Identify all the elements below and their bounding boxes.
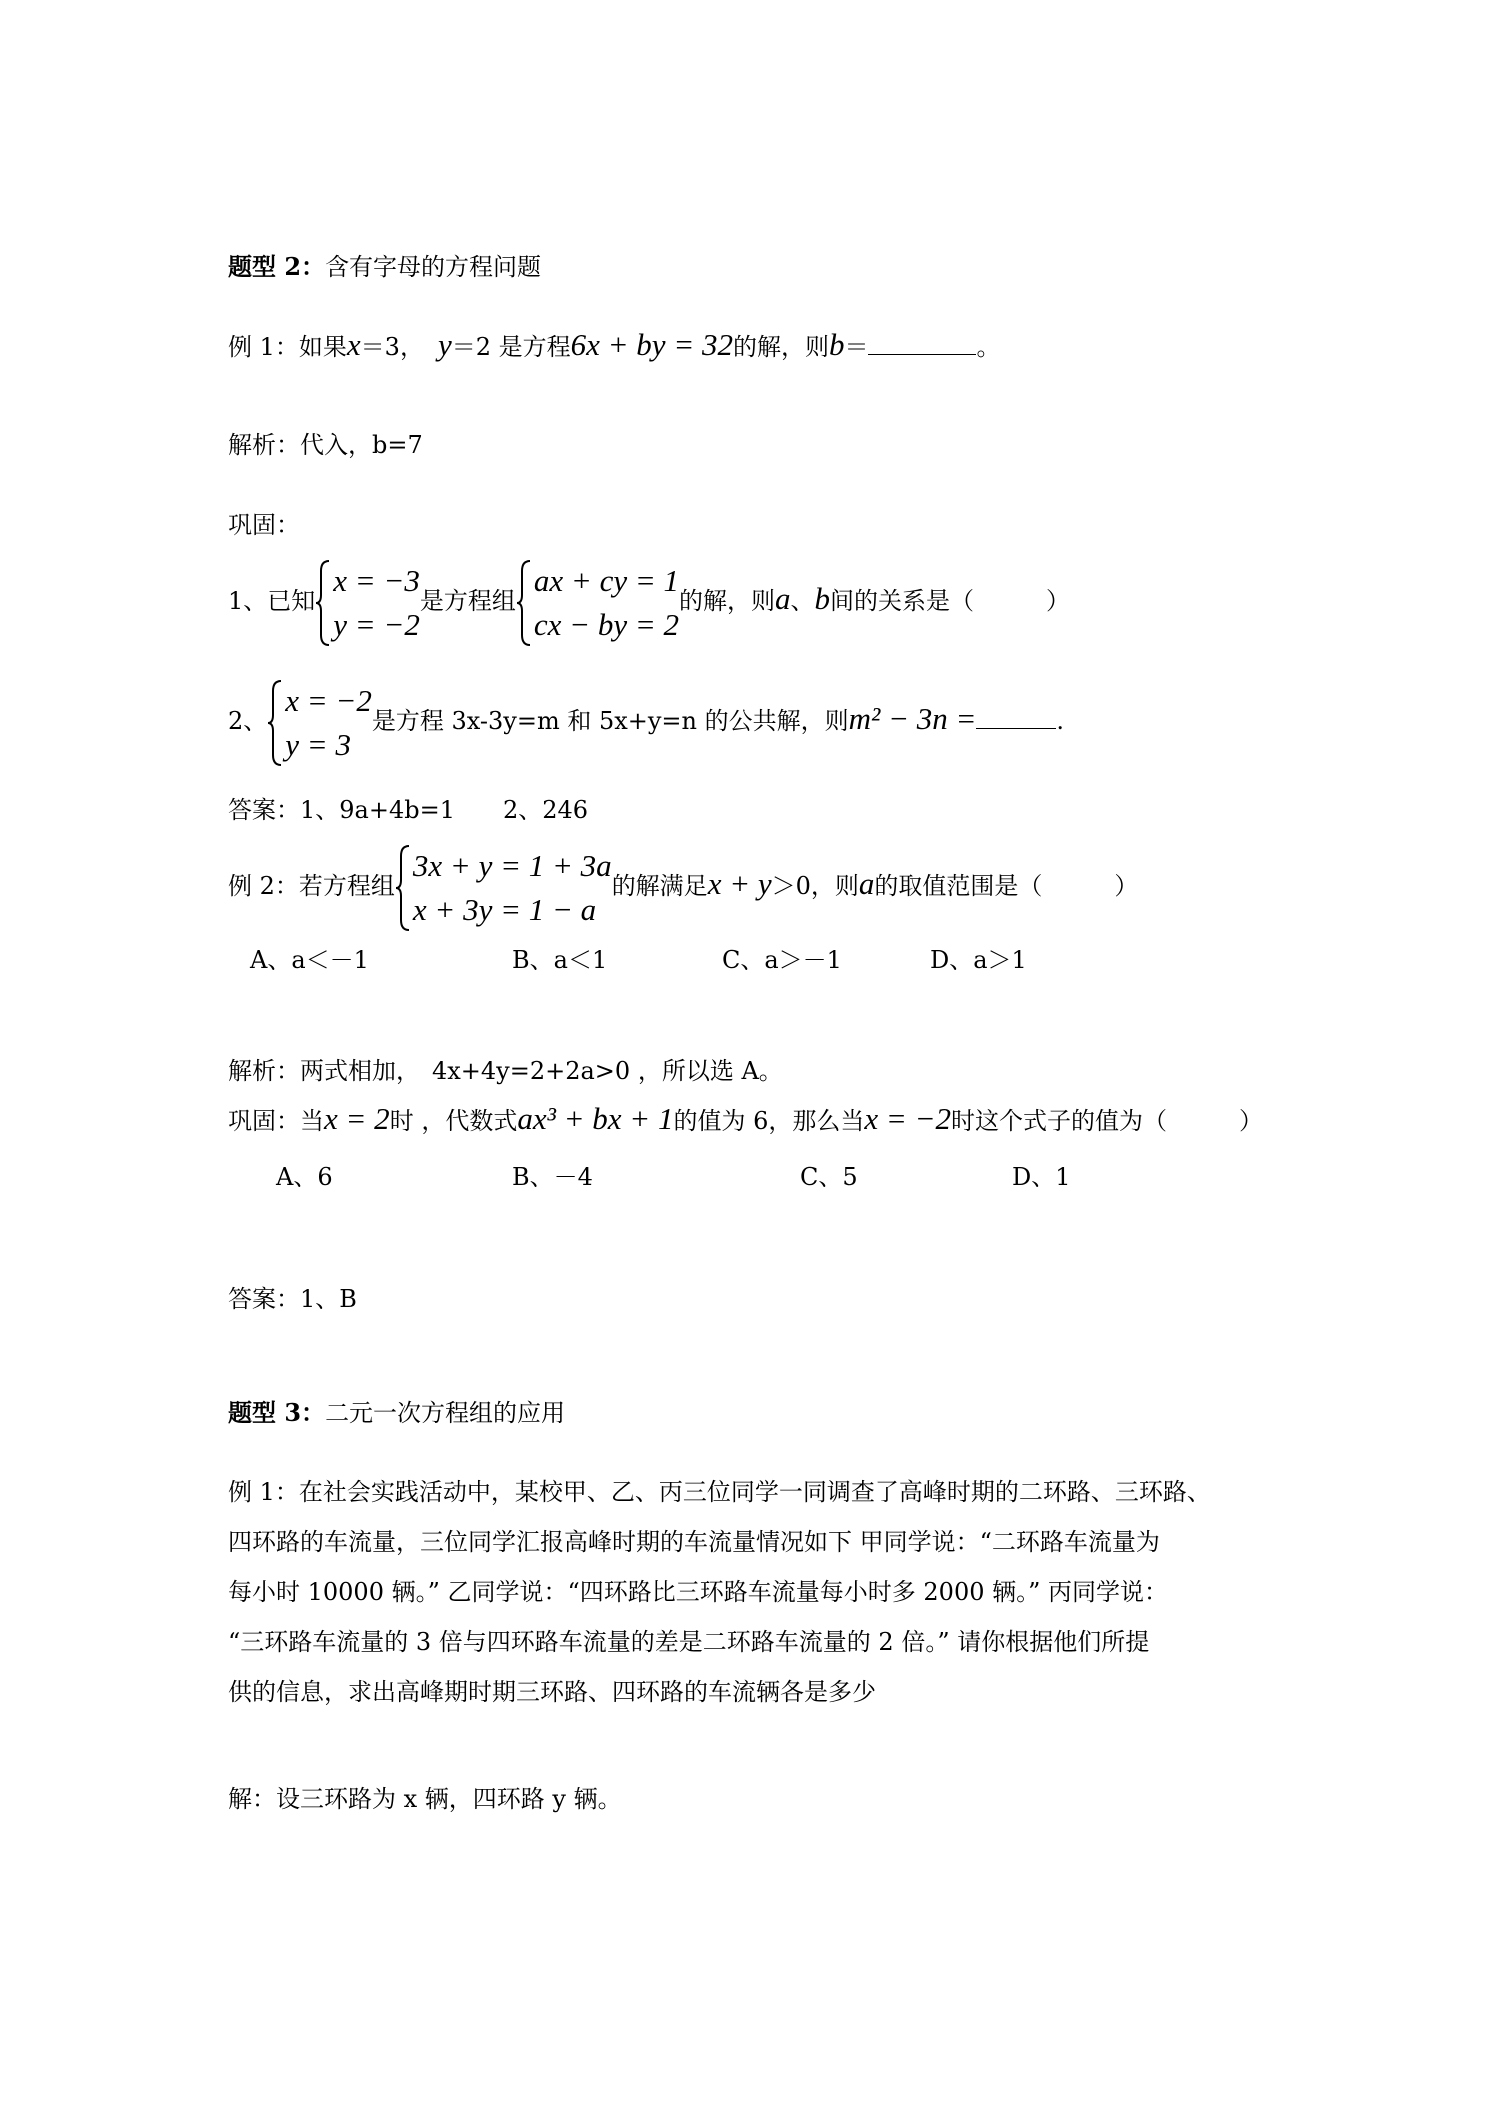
var-b: b <box>828 327 845 362</box>
q2-end: . <box>1056 707 1065 735</box>
answer-blank <box>976 706 1056 729</box>
system-row: 3x + y = 1 + 3a <box>412 847 612 883</box>
section3-title: 二元一次方程组的应用 <box>325 1399 566 1427</box>
section2-heading <box>228 252 541 282</box>
c2-text-3: 时这个式子的值为（ ） <box>951 1107 1263 1135</box>
example1-lead: 例 1：如果 <box>228 333 347 361</box>
example2-question <box>228 840 1138 932</box>
brace-icon <box>315 559 331 647</box>
answer-2: 答案：1、B <box>228 1285 357 1313</box>
system-row: x = −2 <box>285 682 372 718</box>
paragraph-line: 四环路的车流量，三位同学汇报高峰时期的车流量情况如下 甲同学说：“二环路车流量为 <box>228 1528 1160 1556</box>
answer-blank <box>868 332 976 355</box>
c2-text-1: 时 ，代数式 <box>389 1107 518 1135</box>
equation-system <box>395 844 612 932</box>
c2-option-a: A、6 <box>276 1163 333 1191</box>
example3-solution: 解：设三环路为 x 辆，四环路 y 辆。 <box>228 1785 622 1813</box>
example1-question <box>228 327 1001 362</box>
system-row: y = 3 <box>285 726 351 762</box>
example1-end: 。 <box>976 333 1001 361</box>
equals-sign: ＝ <box>844 333 869 361</box>
var-b: b <box>814 581 831 616</box>
q1-lead: 1、已知 <box>228 587 316 615</box>
paragraph-line: 供的信息，求出高峰期时期三环路、四环路的车流辆各是多少 <box>228 1678 876 1706</box>
brace-icon <box>395 844 411 932</box>
example2-lead: 例 2：若方程组 <box>228 872 395 900</box>
q2-text: 是方程 3x-3y=m 和 5x+y=n 的公共解，则 <box>371 707 849 735</box>
example2-option-c: C、a＞－1 <box>722 946 842 974</box>
separator: 、 <box>790 587 815 615</box>
var-x: x <box>346 327 361 362</box>
c2-x-value: x = 2 <box>324 1101 390 1136</box>
section2-title: 含有字母的方程问题 <box>325 253 542 281</box>
example2-option-d: D、a＞1 <box>930 946 1027 974</box>
var-y: y <box>437 327 452 362</box>
brace-icon <box>267 679 283 767</box>
equation-system <box>315 559 420 647</box>
answer-1: 答案：1、9a+4b=1 2、246 <box>228 796 589 824</box>
equation-system <box>267 679 372 767</box>
c2-option-c: C、5 <box>800 1163 858 1191</box>
c2-polynomial: ax³ + bx + 1 <box>517 1101 674 1136</box>
section2-label: 题型 2： <box>228 252 326 281</box>
equation-system <box>516 559 679 647</box>
q1-tail-2: 间的关系是（ ） <box>830 587 1071 615</box>
example2-tail: 的取值范围是（ ） <box>874 872 1139 900</box>
paragraph-line: 例 1：在社会实践活动中，某校甲、乙、丙三位同学一同调查了高峰时期的二环路、三环路、 <box>228 1478 1211 1506</box>
paragraph-line: 每小时 10000 辆。” 乙同学说：“四环路比三环路车流量每小时多 2000 辆。” 丙同学说： <box>228 1578 1169 1606</box>
x-value: ＝3， <box>360 333 424 361</box>
var-a: a <box>858 866 875 901</box>
consolidate-question-3 <box>228 1101 1263 1136</box>
example2-option-a: A、a＜－1 <box>250 946 369 974</box>
q1-tail: 的解，则 <box>679 587 776 615</box>
example2-condition: x + y <box>707 866 772 901</box>
example3-paragraph <box>228 1467 1268 1717</box>
system-row: x + 3y = 1 − a <box>412 891 597 927</box>
example1-mid: 的解，则 <box>732 333 829 361</box>
example1-equation: 6x + by = 32 <box>570 327 733 362</box>
example2-condition-2: ＞0，则 <box>771 872 859 900</box>
c2-option-d: D、1 <box>1012 1163 1071 1191</box>
system-row: cx − by = 2 <box>533 606 680 642</box>
example1-analysis: 解析：代入，b=7 <box>228 431 423 459</box>
c2-option-b: B、－4 <box>512 1163 593 1191</box>
section3-heading <box>228 1398 565 1428</box>
var-a: a <box>775 581 791 616</box>
brace-icon <box>516 559 532 647</box>
c2-x-value-2: x = −2 <box>864 1101 951 1136</box>
system-row: x = −3 <box>333 562 420 598</box>
consolidate-question-2 <box>228 675 1064 767</box>
example2-mid: 的解满足 <box>611 872 708 900</box>
q1-mid: 是方程组 <box>419 587 516 615</box>
example2-option-b: B、a＜1 <box>512 946 608 974</box>
example2-analysis: 解析：两式相加， 4x+4y=2+2a>0 ，所以选 A。 <box>228 1057 783 1085</box>
consolidate-label: 巩固： <box>228 511 300 539</box>
y-value: ＝2 是方程 <box>451 333 571 361</box>
system-row: y = −2 <box>333 606 420 642</box>
consolidate-question-1 <box>228 555 1070 647</box>
q2-expression: m² − 3n = <box>848 701 977 736</box>
c2-text-2: 的值为 6，那么当 <box>673 1107 865 1135</box>
system-row: ax + cy = 1 <box>533 562 680 598</box>
q2-lead: 2、 <box>228 707 268 735</box>
section3-label: 题型 3： <box>228 1398 326 1427</box>
c2-lead: 巩固：当 <box>228 1107 324 1135</box>
paragraph-line: “三环路车流量的 3 倍与四环路车流量的差是二环路车流量的 2 倍。” 请你根据他们所提 <box>228 1628 1150 1656</box>
